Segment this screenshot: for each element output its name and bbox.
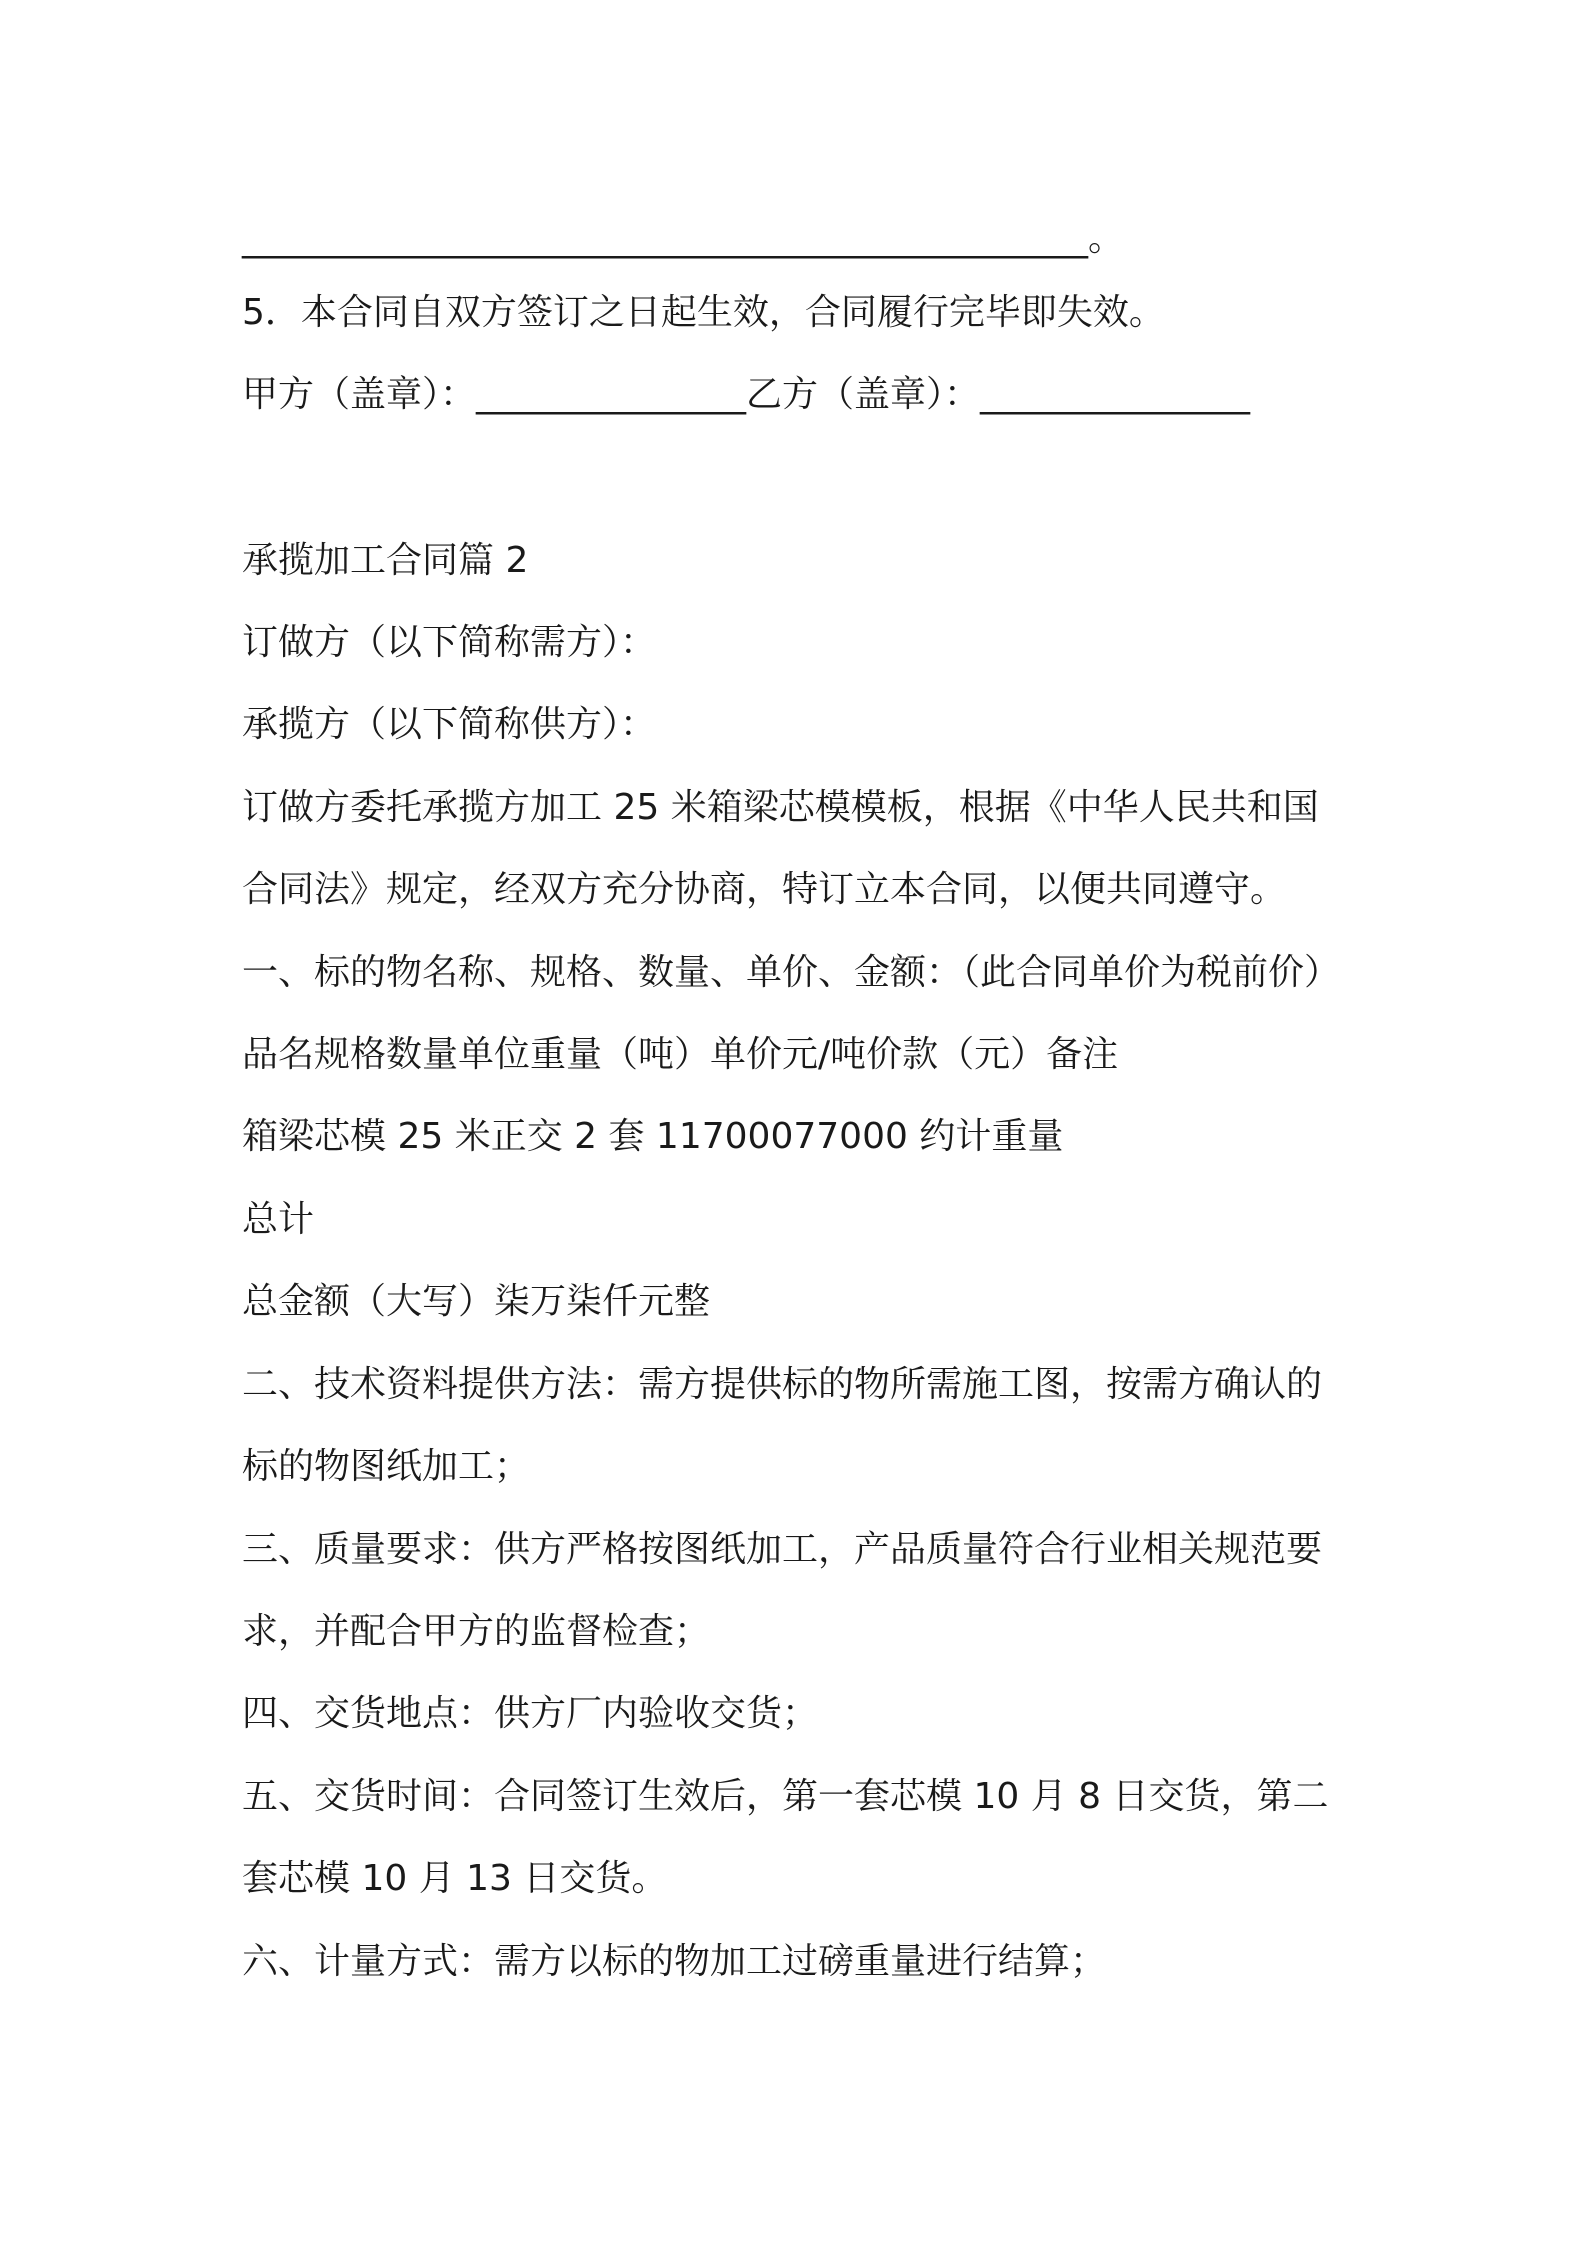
signature-blank-line: _______________________________________________。 — [242, 218, 1124, 259]
clause-2-line-2: 标的物图纸加工； — [242, 1446, 531, 1487]
clause-5-effective: 5．本合同自双方签订之日起生效，合同履行完毕即失效。 — [242, 292, 1165, 333]
intro-paragraph-line-2: 合同法》规定，经双方充分协商，特订立本合同，以便共同遵守。 — [242, 869, 1287, 910]
orderer-line: 订做方（以下简称需方）： — [242, 622, 657, 663]
clause-5-line-1: 五、交货时间：合同签订生效后，第一套芯模 10 月 8 日交货，第二 — [242, 1776, 1329, 1817]
clause-4: 四、交货地点：供方厂内验收交货； — [242, 1693, 819, 1734]
item-table-row: 箱梁芯模 25 米正交 2 套 11700077000 约计重量 — [242, 1116, 1064, 1157]
contractor-line: 承揽方（以下简称供方）： — [242, 704, 657, 745]
clause-6: 六、计量方式：需方以标的物加工过磅重量进行结算； — [242, 1941, 1107, 1982]
clause-1-heading: 一、标的物名称、规格、数量、单价、金额：（此合同单价为税前价） — [242, 952, 1341, 993]
clause-3-line-1: 三、质量要求：供方严格按图纸加工，产品质量符合行业相关规范要 — [242, 1529, 1323, 1570]
clause-2-line-1: 二、技术资料提供方法：需方提供标的物所需施工图，按需方确认的 — [242, 1364, 1323, 1405]
section-title: 承揽加工合同篇 2 — [242, 540, 529, 581]
intro-paragraph-line-1: 订做方委托承揽方加工 25 米箱梁芯模模板，根据《中华人民共和国 — [242, 787, 1319, 828]
item-table-total: 总计 — [242, 1199, 315, 1240]
clause-5-line-2: 套芯模 10 月 13 日交货。 — [242, 1858, 668, 1899]
party-seal-line: 甲方（盖章）：_______________乙方（盖章）：_______________ — [242, 374, 1251, 415]
item-table-header: 品名规格数量单位重量（吨）单价元/吨价款（元）备注 — [242, 1034, 1119, 1075]
total-amount-words: 总金额（大写）柒万柒仟元整 — [242, 1281, 711, 1322]
clause-3-line-2: 求，并配合甲方的监督检查； — [242, 1611, 711, 1652]
